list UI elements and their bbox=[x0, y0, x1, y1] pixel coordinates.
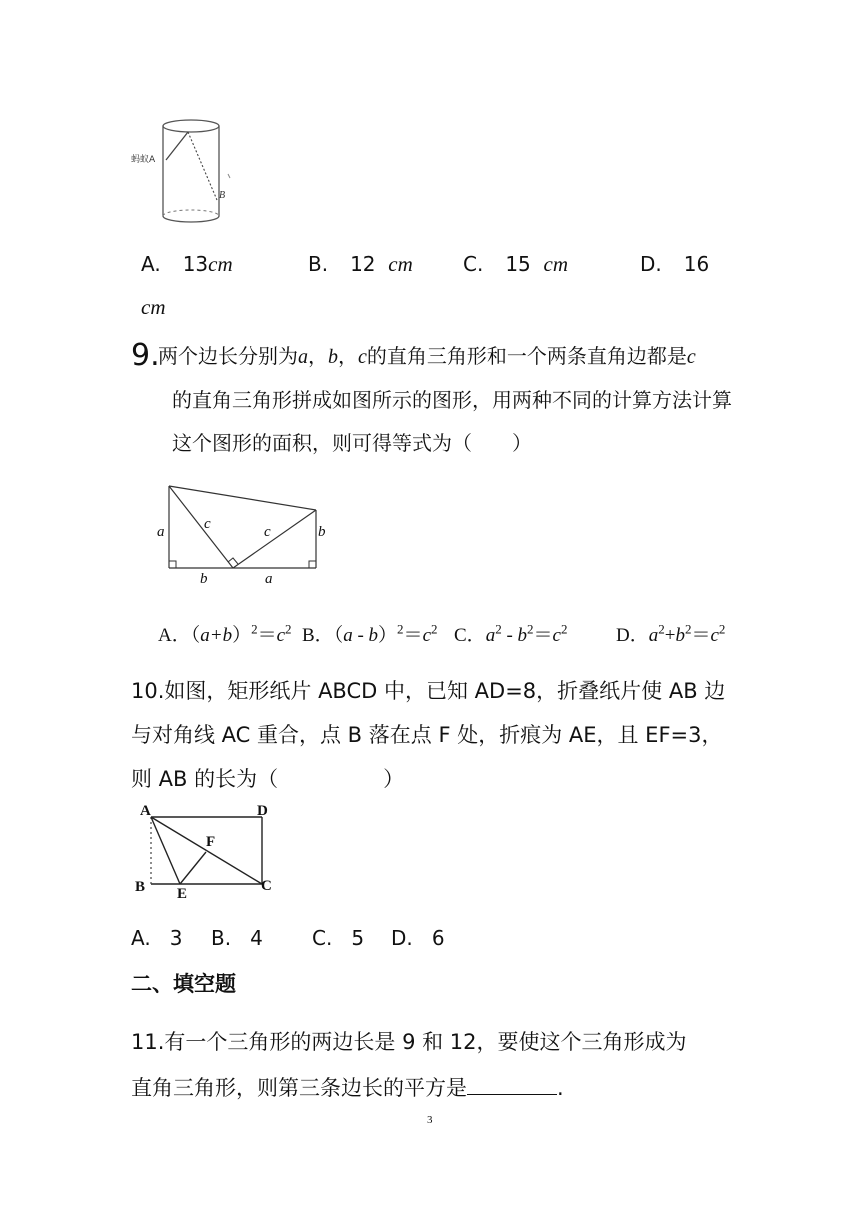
q8-option-d-unit: cm bbox=[141, 295, 166, 319]
q9-number: 9. bbox=[131, 338, 160, 373]
trapezoid-figure bbox=[148, 478, 338, 590]
fig10-label-b: B bbox=[135, 879, 146, 895]
q8-option-a[interactable]: A. 13cm bbox=[141, 252, 233, 276]
q10-option-d[interactable]: D. 6 bbox=[391, 926, 445, 950]
q10-line1: 10.如图，矩形纸片 ABCD 中，已知 AD=8，折叠纸片使 AB 边 bbox=[131, 679, 726, 703]
q9-option-a[interactable]: A．$(a+b)^2=c^2$ bbox=[158, 621, 292, 646]
fig10-label-d: D bbox=[257, 803, 268, 819]
q8-option-d[interactable]: D. 16 bbox=[640, 252, 710, 276]
fig9-label-a-bottom: a bbox=[265, 571, 273, 587]
q9-line3: 这个图形的面积，则可得等式为（ ） bbox=[172, 433, 532, 455]
page-number: 3 bbox=[427, 1114, 433, 1126]
fig10-label-c: C bbox=[261, 878, 272, 894]
fig9-label-b-right: b bbox=[318, 524, 326, 540]
answer-blank[interactable] bbox=[467, 1076, 557, 1095]
section-title: 二、填空题 bbox=[131, 972, 236, 996]
cylinder-figure bbox=[128, 112, 248, 232]
q10-line3: 则 AB 的长为（ ） bbox=[131, 767, 405, 791]
fig9-label-c-left: c bbox=[204, 516, 211, 532]
q8-option-b[interactable]: B. 12 cm bbox=[308, 252, 413, 276]
fig10-label-a: A bbox=[140, 803, 151, 819]
q11-line2: 直角三角形，则第三条边长的平方是 . bbox=[131, 1076, 564, 1100]
q8-option-c[interactable]: C. 15 cm bbox=[463, 252, 568, 276]
fig10-label-f: F bbox=[206, 834, 216, 850]
fig10-label-e: E bbox=[177, 886, 188, 902]
q10-option-b[interactable]: B. 4 bbox=[211, 926, 263, 950]
point-b-label: B bbox=[219, 190, 226, 201]
q10-option-a[interactable]: A. 3 bbox=[131, 926, 183, 950]
fig9-label-c-right: c bbox=[264, 524, 271, 540]
q10-line2: 与对角线 AC 重合，点 B 落在点 F 处，折痕为 AE，且 EF=3， bbox=[131, 723, 723, 747]
q10-option-c[interactable]: C. 5 bbox=[312, 926, 365, 950]
q9-option-b[interactable]: B．$(a - b)^2=c^2$ bbox=[302, 621, 438, 646]
q11-line1: 11.有一个三角形的两边长是 9 和 12，要使这个三角形成为 bbox=[131, 1030, 687, 1054]
q9-line2: 的直角三角形拼成如图所示的图形，用两种不同的计算方法计算 bbox=[172, 390, 732, 412]
ant-label: 蚂蚁A bbox=[131, 155, 156, 165]
q9-option-c[interactable]: C．$a^2 - b^2=c^2$ bbox=[454, 621, 568, 646]
fig9-label-b-bottom: b bbox=[200, 571, 208, 587]
q9-line1: 两个边长分别为a，b，c的直角三角形和一个两条直角边都是c bbox=[158, 346, 696, 368]
fig9-label-a-left: a bbox=[157, 524, 165, 540]
q9-option-d[interactable]: D．$a^2+b^2=c^2$ bbox=[616, 621, 726, 646]
